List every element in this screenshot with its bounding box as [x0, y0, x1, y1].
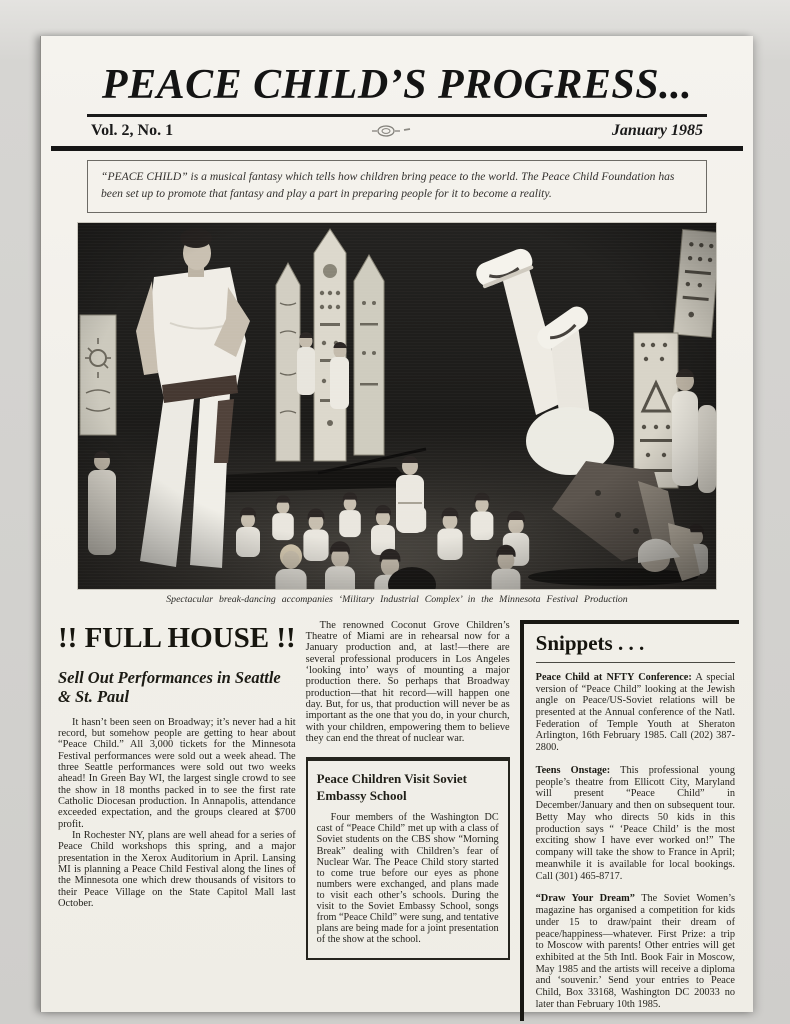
volume-row [91, 120, 703, 142]
volume-label: Vol. 2, No. 1 [91, 122, 174, 140]
snippet-label: “Draw Your Dream” [535, 893, 635, 905]
snippet-text: This professional young people’s theatre from Ellicott City, Maryland will present “Peace Child” in December/January and then on subsequent tour. Betty May who directs 50 kids in this production says “ ‘Peace Child’ is the most exciting show I have ever worked on!” The company will take the show to France in April; meanwhile it is available for local bookings. Call (301) 465-8717. [535, 764, 735, 882]
embassy-paragraph: Four members of the Washington DC cast of “Peace Child” met up with a class of Soviet students on the CBS show “Morning Break” dealing with Children’s fear of Nuclear War. The Peace Child story started to come true before our eyes as phone numbers were exchanged, and plans made to visit each other’s schools. During the visit to the Soviet Embassy School, songs from “Peace Child” were sung, and tentative plans are being made for a joint presentation of the show at the school. [316, 812, 499, 946]
embassy-heading: Peace Children Visit Soviet Embassy School [316, 771, 467, 804]
snippet-label: Teens Onstage: [535, 764, 611, 776]
story-columns [58, 620, 739, 1021]
snippet-text: The Soviet Women’s magazine has organised a competition for kids under 15 to draw/paint their dream of peace/happiness—whatever. First Prize: a trip to Moscow with parents! Other entries will get exhibited at the 5th Intl. Book Fair in Moscow, May 1985 and the artists will receive a diploma and ‘souvenir.’ Send your entries to Peace Child, Box 33168, Washington DC 20033 no later than February 10th 1985. [535, 893, 736, 1010]
snippet-text: A special version of “Peace Child” looking at the Jewish angle on Peace/US-Soviet relations will be presented at the Annual conference of the Natl. Federation of Temple Youth at Sheraton Arlington, 16th February 1985. Call (202) 387-2800. [535, 671, 735, 754]
snippet-item [536, 893, 735, 1010]
snippet-item [536, 672, 735, 754]
full-house-subhead: Sell Out Performances in Seattle & St. Paul [58, 667, 281, 707]
masthead-rule-top [87, 114, 707, 117]
full-house-headline: !! FULL HOUSE !! [58, 621, 296, 654]
masthead [41, 36, 753, 151]
tagline-box: “PEACE CHILD” is a musical fantasy which tells how children bring peace to the world. The Peace Child Foundation has been set up to promote that fantasy and play a part in preparing people for it to become a reality. [87, 160, 707, 213]
ornament-icon [372, 124, 412, 138]
full-house-paragraph: In Rochester NY, plans are well ahead for a series of Peace Child workshops this spring, and a major presentation in the Xerox Auditorium in April. Lansing MI is planning a Peace Child Festival along the lines of the Minnesota one which drew thousands of visitors to their Peace Village on the State Capitol Mall last October. [58, 830, 296, 909]
photo-caption: Spectacular break-dancing accompanies ‘Military Industrial Complex’ in the Minnesota Festival Production [166, 593, 628, 605]
full-house-paragraph: It hasn’t been seen on Broadway; it’s never had a hit record, but somehow people are getting to hear about “Peace Child.” All 3,000 tickets for the Minnesota Festival performances were sold out a week ahead. The three Seattle performances were sold out two weeks ahead! In Green Bay WI, the largest single crowd to see the show in 18 months packed in to see the first rate Catholic Diocesan production. In Annapolis, attendance exceeded expectation, and the groups cleared at $700 profit. [58, 716, 296, 830]
snippet-label: Peace Child at NFTY Conference: [535, 671, 692, 683]
issue-date: January 1985 [611, 122, 703, 140]
stage-photo [78, 223, 716, 589]
full-house-column [58, 620, 296, 1021]
masthead-rule-bottom [51, 146, 743, 151]
embassy-box [306, 757, 510, 959]
snippets-heading: Snippets . . . [536, 631, 735, 663]
newsletter-page [40, 36, 753, 1012]
middle-column [306, 620, 510, 1021]
snippets-column [520, 620, 739, 1021]
middle-paragraph: The renowned Coconut Grove Children’s Theatre of Miami are in rehearsal now for a January production and, at last!—there are several professional producers in Los Angeles ‘looking into’ ways of mounting a major production there. So perhaps that Broadway production—that hit record—will happen one day. But, for us, that production will never be as important as the one that you do, in your church, with your children, empowering them to believe they can end the threat of nuclear war. [305, 619, 510, 745]
snippet-item [536, 765, 735, 882]
masthead-title: PEACE CHILD’S PROGRESS... [101, 62, 693, 108]
snippets-box [520, 620, 739, 1021]
